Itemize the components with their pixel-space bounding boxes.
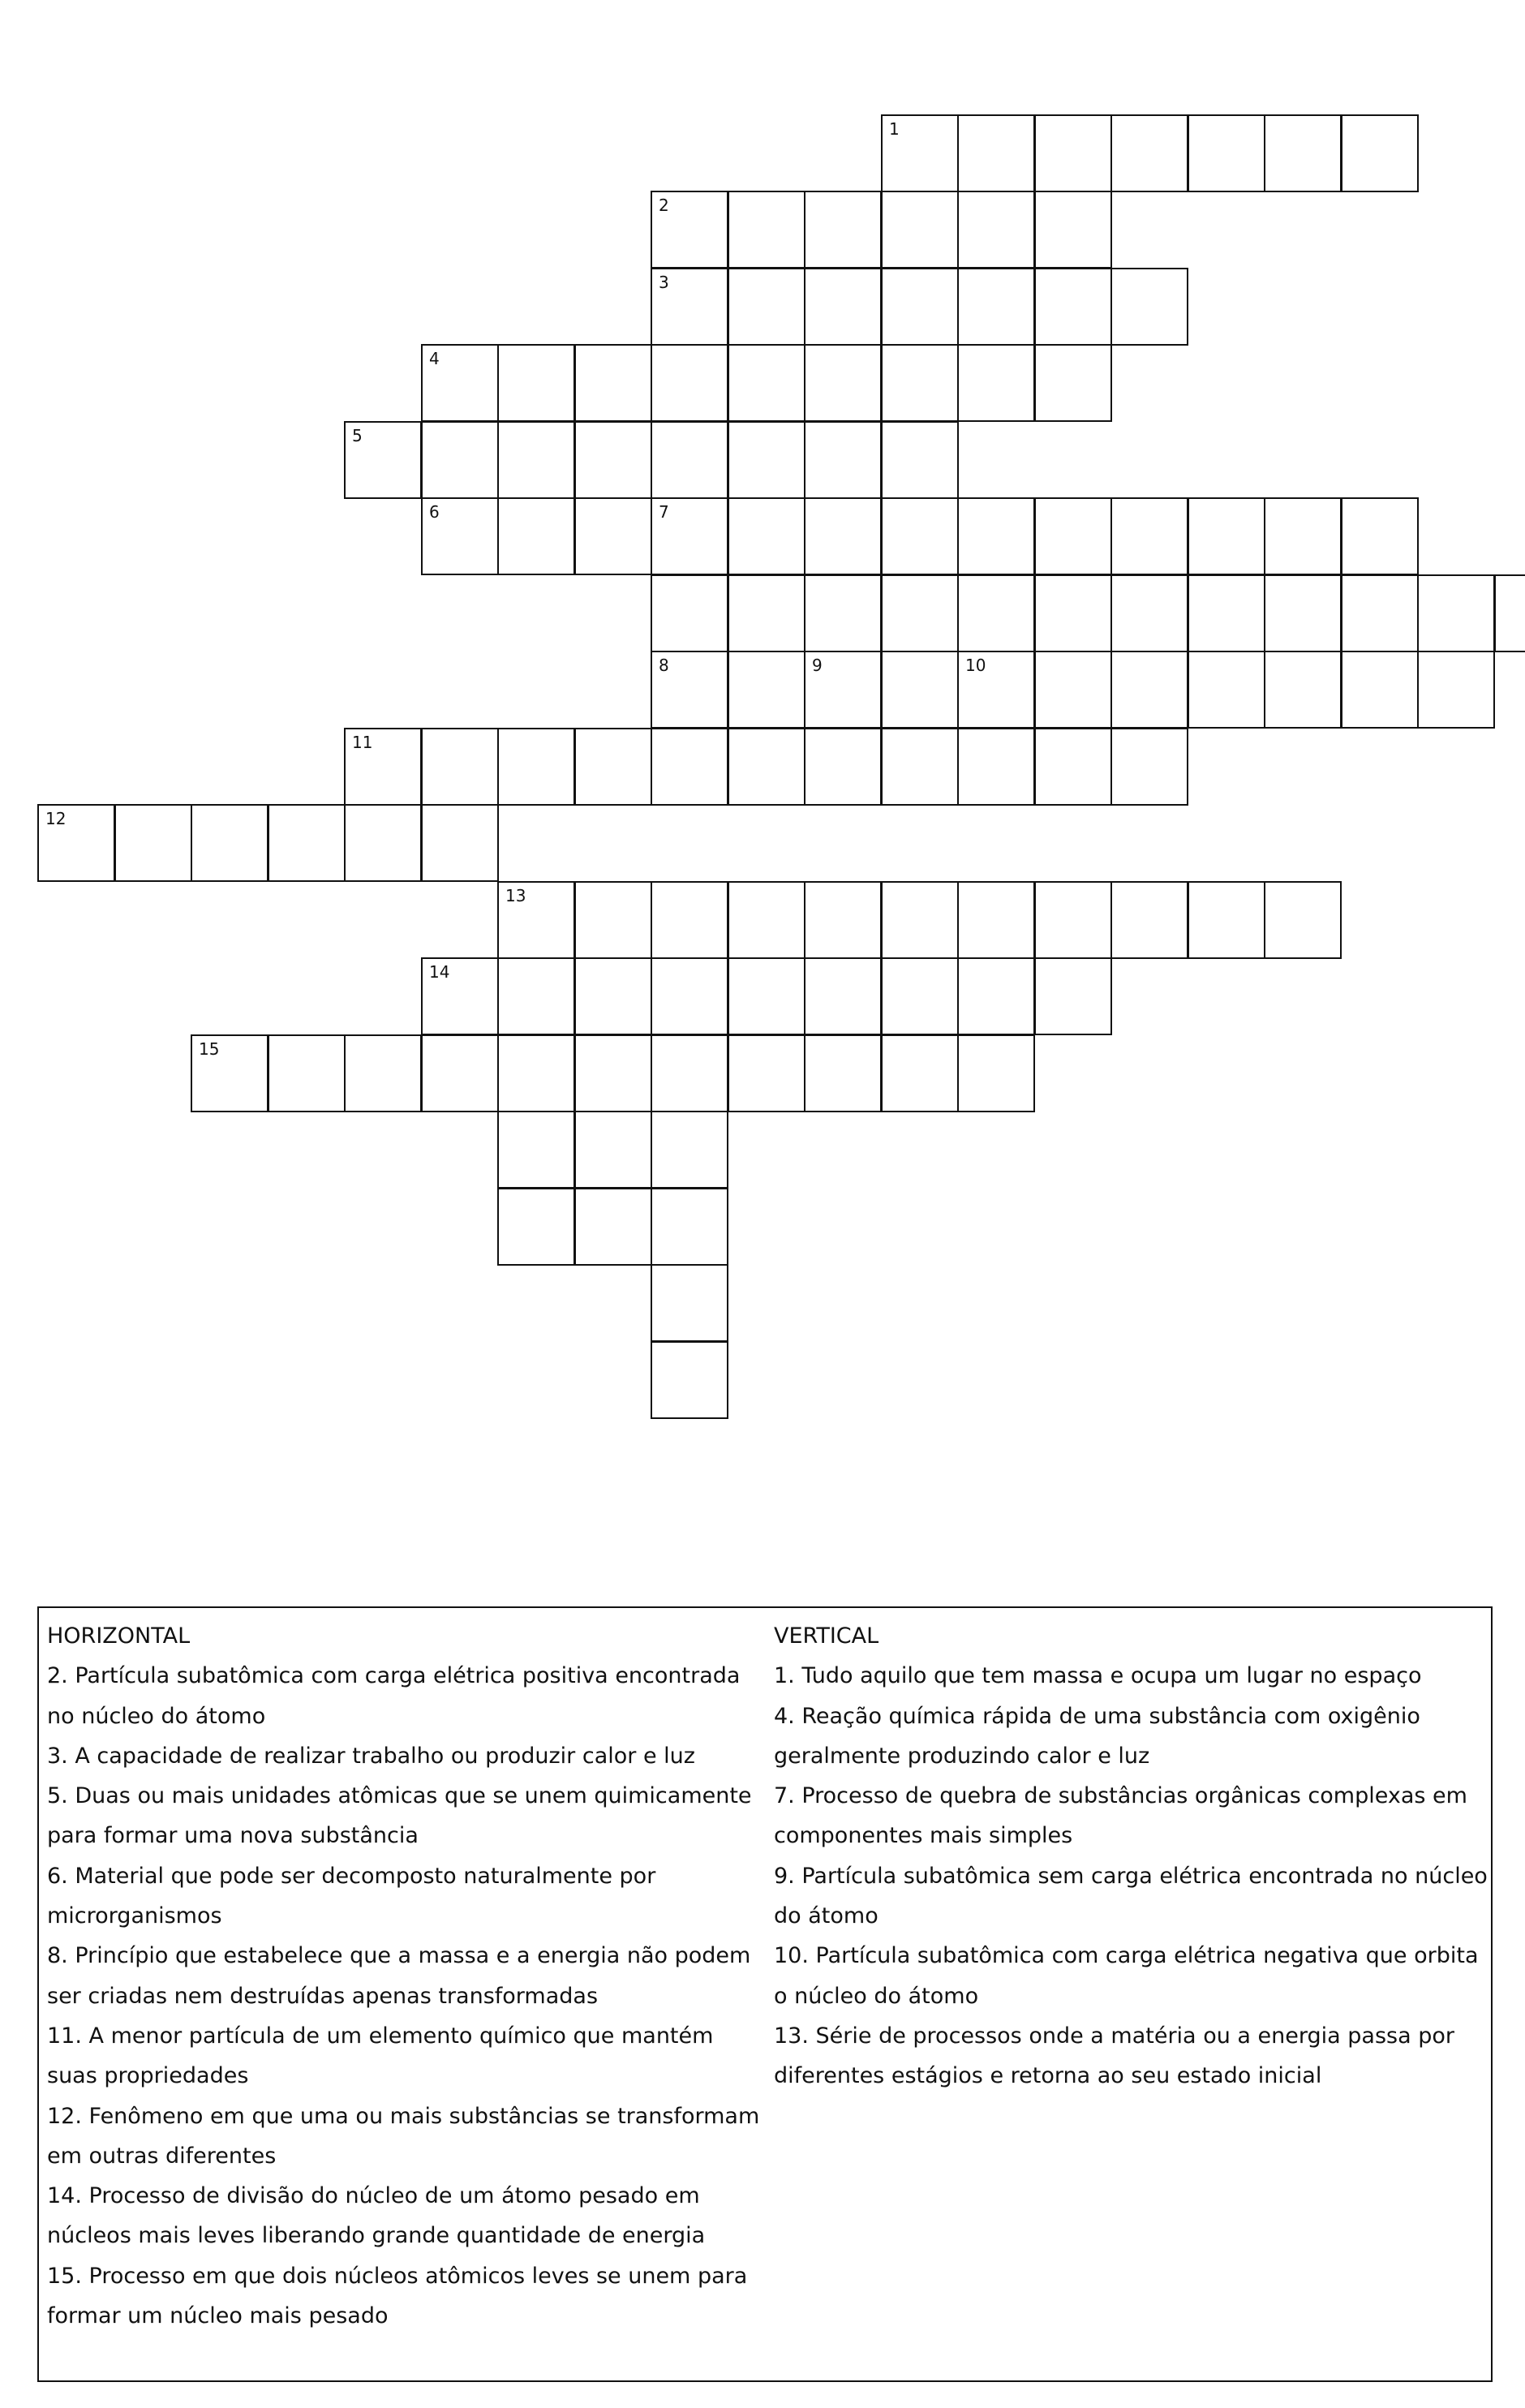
grid-cell[interactable] <box>1110 268 1188 346</box>
grid-cell[interactable] <box>1417 574 1495 652</box>
grid-cell[interactable] <box>1034 191 1112 269</box>
grid-cell[interactable] <box>37 804 115 882</box>
grid-cell[interactable] <box>1188 574 1265 652</box>
grid-cell[interactable] <box>574 421 652 499</box>
grid-cell[interactable] <box>497 421 575 499</box>
clue-number: 3 <box>659 273 669 292</box>
grid-cell[interactable] <box>804 344 882 422</box>
grid-cell[interactable] <box>268 804 346 882</box>
grid-cell[interactable] <box>1110 114 1188 192</box>
grid-cell[interactable] <box>651 728 728 806</box>
grid-cell[interactable] <box>728 344 805 422</box>
grid-cell[interactable] <box>497 1111 575 1189</box>
grid-cell[interactable] <box>114 804 192 882</box>
grid-cell[interactable] <box>344 804 422 882</box>
grid-cell[interactable] <box>957 497 1035 575</box>
grid-cell[interactable] <box>344 728 422 806</box>
clue-v-7: 7. Processo de quebra de substâncias orgânicas complexas em componentes mais simples <box>774 1783 1467 1849</box>
grid-cell[interactable] <box>1417 651 1495 729</box>
clue-v-9: 9. Partícula subatômica sem carga elétrica encontrada no núcleo do átomo <box>774 1863 1488 1929</box>
grid-cell[interactable] <box>1110 574 1188 652</box>
clue-number: 7 <box>659 502 669 522</box>
grid-cell[interactable] <box>804 268 882 346</box>
grid-cell[interactable] <box>651 1188 728 1266</box>
grid-cell[interactable] <box>651 191 728 269</box>
clue-h-6: 6. Material que pode ser decomposto naturalmente por microrganismos <box>47 1863 656 1929</box>
grid-cell[interactable] <box>1034 881 1112 959</box>
clue-number: 1 <box>889 119 900 139</box>
grid-cell[interactable] <box>497 881 575 959</box>
grid-cell[interactable] <box>804 421 882 499</box>
grid-cell[interactable] <box>497 1188 575 1266</box>
grid-cell[interactable] <box>651 344 728 422</box>
grid-cell[interactable] <box>1034 957 1112 1035</box>
clue-number: 8 <box>659 656 669 675</box>
grid-cell[interactable] <box>881 957 959 1035</box>
clue-h-15: 15. Processo em que dois núcleos atômicos leves se unem para formar um núcleo mais pesado <box>47 2263 748 2329</box>
grid-cell[interactable] <box>574 1034 652 1112</box>
grid-cell[interactable] <box>1034 497 1112 575</box>
grid-cell[interactable] <box>728 881 805 959</box>
vertical-clues <box>774 1616 1488 2096</box>
grid-cell[interactable] <box>728 957 805 1035</box>
grid-cell[interactable] <box>1341 651 1419 729</box>
grid-cell[interactable] <box>957 651 1035 729</box>
grid-cell[interactable] <box>651 574 728 652</box>
grid-cell[interactable] <box>1264 881 1342 959</box>
grid-cell[interactable] <box>1034 574 1112 652</box>
clue-number: 2 <box>659 196 669 215</box>
clue-h-3: 3. A capacidade de realizar trabalho ou produzir calor e luz <box>47 1743 695 1769</box>
grid-cell[interactable] <box>881 268 959 346</box>
grid-cell[interactable] <box>421 1034 499 1112</box>
grid-cell[interactable] <box>421 344 499 422</box>
grid-cell[interactable] <box>957 114 1035 192</box>
grid-cell[interactable] <box>497 957 575 1035</box>
grid-cell[interactable] <box>1034 728 1112 806</box>
clue-number: 13 <box>505 886 526 905</box>
grid-cell[interactable] <box>728 574 805 652</box>
grid-cell[interactable] <box>881 881 959 959</box>
grid-cell[interactable] <box>804 191 882 269</box>
grid-cell[interactable] <box>1341 574 1419 652</box>
grid-cell[interactable] <box>421 728 499 806</box>
grid-cell[interactable] <box>574 497 652 575</box>
grid-cell[interactable] <box>881 574 959 652</box>
grid-cell[interactable] <box>728 421 805 499</box>
grid-cell[interactable] <box>651 421 728 499</box>
clue-number: 12 <box>45 809 67 828</box>
grid-cell[interactable] <box>881 651 959 729</box>
grid-cell[interactable] <box>957 728 1035 806</box>
grid-cell[interactable] <box>1110 497 1188 575</box>
grid-cell[interactable] <box>651 881 728 959</box>
grid-cell[interactable] <box>881 1034 959 1112</box>
clue-v-13: 13. Série de processos onde a matéria ou a energia passa por diferentes estágios e retorna ao seu estado inicial <box>774 2023 1454 2089</box>
grid-cell[interactable] <box>421 421 499 499</box>
grid-cell[interactable] <box>651 651 728 729</box>
clue-h-12: 12. Fenômeno em que uma ou mais substâncias se transformam em outras diferentes <box>47 2103 760 2169</box>
clue-v-10: 10. Partícula subatômica com carga elétrica negativa que orbita o núcleo do átomo <box>774 1943 1479 2009</box>
clue-number: 14 <box>429 962 450 982</box>
horizontal-title: HORIZONTAL <box>47 1623 191 1649</box>
clue-h-8: 8. Princípio que estabelece que a massa e a energia não podem ser criadas nem destruídas apenas transformadas <box>47 1943 751 2009</box>
grid-cell[interactable] <box>651 1264 728 1342</box>
grid-cell[interactable] <box>574 1111 652 1189</box>
grid-cell[interactable] <box>1110 728 1188 806</box>
grid-cell[interactable] <box>344 1034 422 1112</box>
horizontal-clues <box>47 1616 761 2336</box>
grid-cell[interactable] <box>1188 881 1265 959</box>
clues-box <box>37 1606 1493 2382</box>
clue-number: 15 <box>199 1039 220 1059</box>
grid-cell[interactable] <box>1188 114 1265 192</box>
grid-cell[interactable] <box>1034 268 1112 346</box>
grid-cell[interactable] <box>191 1034 268 1112</box>
grid-cell[interactable] <box>1494 574 1525 652</box>
grid-cell[interactable] <box>574 957 652 1035</box>
grid-cell[interactable] <box>881 344 959 422</box>
grid-cell[interactable] <box>881 191 959 269</box>
grid-cell[interactable] <box>957 574 1035 652</box>
grid-cell[interactable] <box>1264 114 1342 192</box>
grid-cell[interactable] <box>728 1034 805 1112</box>
clue-number: 4 <box>429 349 440 368</box>
vertical-title: VERTICAL <box>774 1623 879 1649</box>
grid-cell[interactable] <box>651 1111 728 1189</box>
grid-cell[interactable] <box>804 651 882 729</box>
grid-cell[interactable] <box>957 1034 1035 1112</box>
grid-cell[interactable] <box>728 651 805 729</box>
clue-v-4: 4. Reação química rápida de uma substância com oxigênio geralmente produzindo calor e luz <box>774 1703 1420 1769</box>
grid-cell[interactable] <box>574 344 652 422</box>
grid-cell[interactable] <box>957 881 1035 959</box>
grid-cell[interactable] <box>191 804 268 882</box>
grid-cell[interactable] <box>1034 651 1112 729</box>
grid-cell[interactable] <box>497 1034 575 1112</box>
grid-cell[interactable] <box>574 728 652 806</box>
grid-cell[interactable] <box>1264 651 1342 729</box>
clue-h-11: 11. A menor partícula de um elemento químico que mantém suas propriedades <box>47 2023 714 2089</box>
grid-cell[interactable] <box>1188 651 1265 729</box>
grid-cell[interactable] <box>421 804 499 882</box>
grid-cell[interactable] <box>804 881 882 959</box>
grid-cell[interactable] <box>957 344 1035 422</box>
grid-cell[interactable] <box>804 1034 882 1112</box>
grid-cell[interactable] <box>728 268 805 346</box>
grid-cell[interactable] <box>957 191 1035 269</box>
grid-cell[interactable] <box>881 421 959 499</box>
grid-cell[interactable] <box>268 1034 346 1112</box>
clue-v-1: 1. Tudo aquilo que tem massa e ocupa um lugar no espaço <box>774 1663 1422 1689</box>
grid-cell[interactable] <box>421 497 499 575</box>
grid-cell[interactable] <box>1110 881 1188 959</box>
grid-cell[interactable] <box>1034 344 1112 422</box>
grid-cell[interactable] <box>957 268 1035 346</box>
clue-number: 5 <box>352 426 363 445</box>
clue-h-14: 14. Processo de divisão do núcleo de um átomo pesado em núcleos mais leves liberando grande quantidade de energia <box>47 2183 706 2249</box>
grid-cell[interactable] <box>1264 574 1342 652</box>
grid-cell[interactable] <box>881 728 959 806</box>
grid-cell[interactable] <box>1034 114 1112 192</box>
grid-cell[interactable] <box>651 957 728 1035</box>
grid-cell[interactable] <box>421 957 499 1035</box>
grid-cell[interactable] <box>804 728 882 806</box>
grid-cell[interactable] <box>497 344 575 422</box>
grid-cell[interactable] <box>1341 497 1419 575</box>
grid-cell[interactable] <box>574 1188 652 1266</box>
grid-cell[interactable] <box>1264 497 1342 575</box>
grid-cell[interactable] <box>881 497 959 575</box>
clue-number: 9 <box>812 656 823 675</box>
grid-cell[interactable] <box>728 191 805 269</box>
grid-cell[interactable] <box>728 728 805 806</box>
grid-cell[interactable] <box>1188 497 1265 575</box>
clue-number: 6 <box>429 502 440 522</box>
grid-cell[interactable] <box>497 728 575 806</box>
clue-number: 10 <box>965 656 986 675</box>
grid-cell[interactable] <box>804 574 882 652</box>
grid-cell[interactable] <box>344 421 422 499</box>
grid-cell[interactable] <box>1341 114 1419 192</box>
grid-cell[interactable] <box>957 957 1035 1035</box>
grid-cell[interactable] <box>1110 651 1188 729</box>
grid-cell[interactable] <box>651 268 728 346</box>
clue-h-2: 2. Partícula subatômica com carga elétrica positiva encontrada no núcleo do átomo <box>47 1663 741 1729</box>
grid-cell[interactable] <box>881 114 959 192</box>
grid-cell[interactable] <box>574 881 652 959</box>
clue-h-5: 5. Duas ou mais unidades atômicas que se unem quimicamente para formar uma nova substância <box>47 1783 752 1849</box>
grid-cell[interactable] <box>804 497 882 575</box>
clue-number: 11 <box>352 733 373 752</box>
grid-cell[interactable] <box>651 1341 728 1419</box>
grid-cell[interactable] <box>651 497 728 575</box>
grid-cell[interactable] <box>497 497 575 575</box>
grid-cell[interactable] <box>651 1034 728 1112</box>
grid-cell[interactable] <box>804 957 882 1035</box>
grid-cell[interactable] <box>728 497 805 575</box>
